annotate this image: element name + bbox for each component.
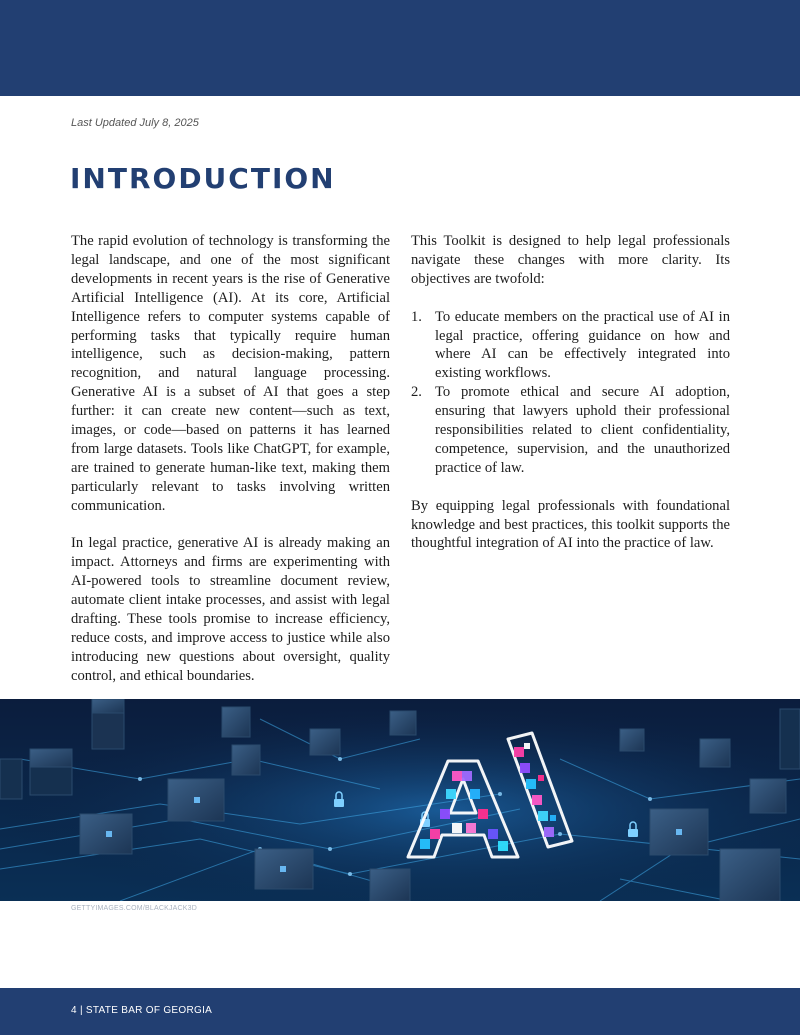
last-updated-date: Last Updated July 8, 2025 xyxy=(71,117,199,129)
list-item xyxy=(411,383,730,478)
header-band xyxy=(0,0,800,96)
intro-paragraph-2: In legal practice, generative AI is already making an impact. Attorneys and firms are experimenting with AI-powered tools to streamline document review, automate client intake processes, and assist with legal drafting. These tools promise to increase efficiency, reduce costs, and improve access to justice while also introducing new questions about oversight, quality control, and ethical boundaries. xyxy=(71,535,390,684)
objectives-list xyxy=(411,308,730,478)
intro-paragraph-1: The rapid evolution of technology is transforming the legal landscape, and one of the most significant developments in recent years is the rise of Generative Artificial Intelligence (AI). At its core, Artificial Intelligence refers to computer systems capable of performing tasks that typically require human intelligence, such as decision-making, pattern recognition, and natural language processing. Generative AI is a subset of AI that goes a step further: it can create new content—such as text, images, or code—based on patterns it has learned from large datasets. Tools like ChatGPT, for example, are trained to generate human-like text, making them particularly relevant to tasks involving written communication. xyxy=(71,233,390,514)
list-item-text: To educate members on the practical use of AI in legal practice, offering guidance on how and where AI can be effectively integrated into existing workflows. xyxy=(435,308,730,382)
page-title: INTRODUCTION xyxy=(70,162,336,195)
toolkit-paragraph: This Toolkit is designed to help legal professionals navigate these changes with more clarity. Its objectives are twofold: xyxy=(411,233,730,287)
list-number: 1. xyxy=(411,308,422,325)
list-item-text: To promote ethical and secure AI adoption, ensuring that lawyers uphold their professional responsibilities related to client confidentiality, competence, supervision, and the unauthorized practice of law. xyxy=(435,384,730,476)
list-number: 2. xyxy=(411,384,422,401)
closing-paragraph: By equipping legal professionals with foundational knowledge and best practices, this toolkit supports the thoughtful integration of AI into the practice of law. xyxy=(411,497,730,552)
body-column-right xyxy=(411,232,730,572)
list-item xyxy=(411,308,730,384)
ai-circuit-image xyxy=(0,699,800,901)
page-footer-label: 4 | STATE BAR OF GEORGIA xyxy=(71,1005,213,1016)
body-column-left xyxy=(71,232,390,705)
footer-band xyxy=(0,988,800,1035)
photo-credit: GETTYIMAGES.COM/BLACKJACK3D xyxy=(71,905,197,912)
